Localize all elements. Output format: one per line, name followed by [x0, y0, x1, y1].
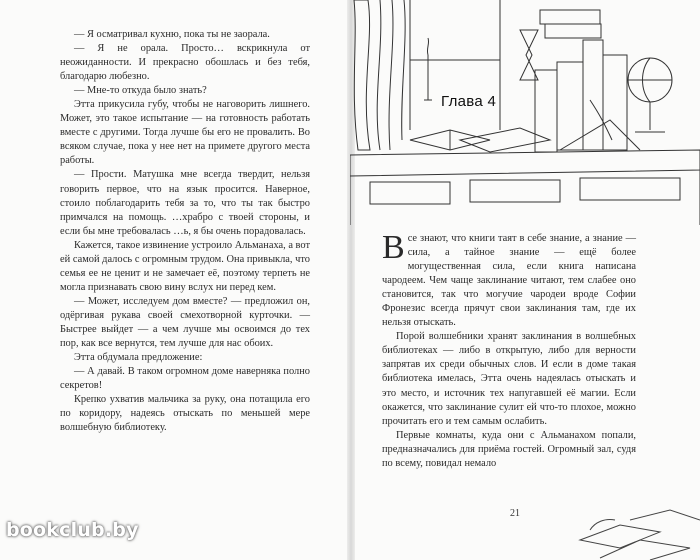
paragraph: — Я не орала. Просто… вскрикнула от неожиданности. И прекрасно обошлась и без тебя, благодарю любезно.	[60, 43, 310, 83]
paragraph: Крепко ухватив мальчика за руку, она потащила его по коридору, надеясь отыскать по меньшей мере волшебную библиотеку.	[60, 394, 310, 434]
chapter-title: Глава 4	[441, 93, 497, 110]
watermark-logo: bookclub.by	[6, 519, 139, 541]
dropcap: В	[382, 229, 405, 266]
corner-illustration	[560, 470, 700, 560]
paragraph: — Мне-то откуда было знать?	[74, 85, 207, 97]
paragraph: Этта обдумала предложение:	[74, 352, 203, 364]
paragraph: — Я осматривал кухню, пока ты не заорала.	[74, 29, 270, 40]
paragraph: — А давай. В таком огромном доме наверняка полно секретов!	[60, 366, 310, 392]
paragraph: — Может, исследуем дом вместе? — предложил он, одёргивая рукава своей смехотворной курточки. — Быстрее выйдет — а чем лучше мы освоимся до тех пор, как все вернутся, тем лучше для нас обоих.	[60, 295, 310, 350]
right-page-text	[382, 229, 636, 471]
left-page-text	[60, 28, 310, 435]
paragraph: Кажется, такое извинение устроило Альманаха, а вот ей самой далось с огромным трудом. Она привыкла, что семья ее не ценит и не замечает её, поэтому терпеть не могла признавать свою вину вслух ни перед кем.	[60, 239, 310, 293]
chapter-illustration	[350, 0, 700, 225]
paragraph: Этта прикусила губу, чтобы не наговорить лишнего. Может, это такое испытание — на готовность работать вместе с другими. Тогда лучше бы его не провалить. Во всяком случае, пока у нее нет на примете другого места работы.	[60, 99, 310, 167]
page-number: 21	[510, 508, 520, 519]
first-paragraph	[382, 229, 636, 330]
paragraph: Первые комнаты, куда они с Альманахом попали, предназначались для приёма гостей. Огромный зал, судя по всему, повидал немало	[382, 429, 636, 469]
paragraph: Порой волшебники хранят заклинания в волшебных библиотеках — либо в открытую, либо для верности запрятав их среди обычных слов. И если в доме такая библиотека имелась, Этта очень надеялась отыскать и это место, и источник тех напугавшей её магии. Если окажется, что заклинание сулит ей что-то плохое, можно прочитать его и тем самым ослабить.	[382, 331, 636, 427]
paragraph: — Прости. Матушка мне всегда твердит, нельзя говорить первое, что на язык просится. Наверное, стоило поблагодарить тебя за то, что ты так быстро примчался на помощь. …храбро с твоей стороны, и если бы мне требовалась …ь, я бы очень порадовалась.	[60, 169, 310, 237]
first-paragraph-text: се знают, что книги таят в себе знание, а знание — сила, а тайное знание — ещё более могущественная сила, если книга написана чародеем. Чем чаще заклинание читают, тем слабее оно становится, так что могучие чародеи вроде Софии Фронезис всегда прячут свои заклинания там, где их нельзя отыскать.	[382, 233, 636, 329]
